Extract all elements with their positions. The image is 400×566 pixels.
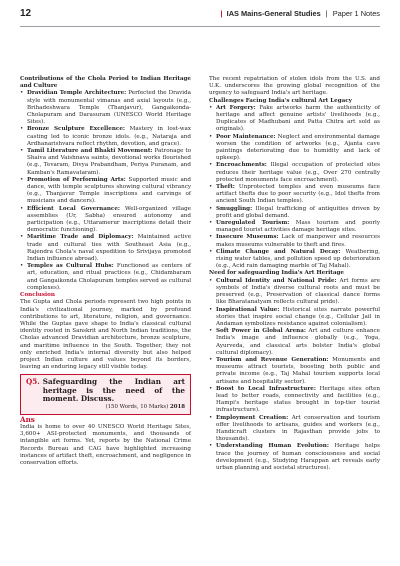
item-term: Employment Creation:: [216, 414, 289, 421]
item-text: Neglect and environmental damage worsen the condition of artworks (e.g., Ajanta cave paintings deteriorating due to humidity and lack of upkeep).: [216, 133, 380, 162]
item-term: Tamil Literature and Bhakti Movement:: [27, 148, 153, 155]
conclusion-text: The Gupta and Chola periods represent two high points in India's civilizational journey, marked by profound contributions to art, literature, religion, and governance. While the Guptas gave shape to India's classical cultural identity rooted in Sanskrit and North Indian traditions, the Cholas advanced Dravidian architecture, bronze sculpture, and maritime influence in the South. Together, they not only enriched India's internal diversity but also helped project Indian culture and values beyond its borders, leaving an enduring legacy still visible today.: [20, 299, 191, 371]
item-term: Art Forgery:: [216, 104, 256, 111]
item-text: Patronage to Shaiva and Vaishnava saints, devotional works flourished (e.g., Tevaram, Divya Prabandham, Periya Puranam, and Kamban's Ramavataram).: [27, 148, 192, 176]
item-term: Smuggling:: [216, 205, 253, 212]
item-text: Weathering, rising water tables, and pollution speed up deterioration (e.g., Acid rain damaging marble of Taj Mahal).: [216, 248, 380, 270]
list-item: [27, 263, 191, 292]
item-term: Bronze Sculpture Excellence:: [27, 126, 125, 133]
item-text: Well-organized village assemblies (Ur, Sabha) ensured autonomy and participation (e.g., Uttaramerur inscriptions detail their democratic functioning).: [27, 205, 191, 234]
item-text: Illegal occupation of protected sites reduces their heritage value (e.g., Over 270 centrally protected monuments face encroachment).: [216, 162, 380, 183]
item-text: Heritage helps trace the journey of human consciousness and social development (e.g., Studying Harappan art reveals early urban planning and societal structures).: [216, 443, 381, 471]
item-term: Promotion of Performing Arts:: [27, 176, 126, 183]
left-column: [20, 76, 191, 467]
list-item: [27, 234, 191, 263]
title-separator: |: [220, 9, 223, 18]
item-term: Cultural Identity and National Pride:: [216, 277, 337, 284]
challenges-list: [209, 105, 380, 271]
list-item: [27, 126, 191, 148]
title-divider: |: [325, 9, 328, 18]
chola-heading: Contributions of the Chola Period to Indian Heritage and Culture: [20, 76, 191, 90]
item-text: Mastery in lost-wax casting led to iconic bronze idols. (e.g., Nataraja and Ardhanarishvara reflect rhythm, devotion, and grace).: [27, 126, 191, 147]
item-text: Historical sites narrate powerful stories that inspire social change (e.g., Cellular Jail in Andaman symbolizes resistance against colonialism).: [216, 306, 380, 327]
right-column: [209, 76, 380, 472]
answer-text: India is home to over 40 UNESCO World Heritage Sites, 3,600+ ASI-protected monuments, and thousands of intangible art forms. Yet, reports by the National Crime Records Bureau and CAG have highlighted increasing instances of artifact theft, encroachment, and negligence in conservation efforts.: [20, 423, 191, 466]
item-text: Illegal trafficking of antiquities driven by profit and global demand.: [216, 205, 380, 219]
item-text: Functioned as centers of art, education, and ritual practices (e.g., Chidambaram and Gangaikonda Cholapuram temples served as cultural complexes).: [27, 263, 192, 291]
item-term: Unregulated Tourism:: [216, 220, 290, 227]
item-term: Understanding Human Evolution:: [216, 443, 329, 450]
item-term: Encroachments:: [216, 162, 267, 169]
list-item: [27, 148, 191, 177]
list-item: [216, 184, 380, 206]
item-term: Inspirational Value:: [216, 306, 280, 313]
item-term: Temples as Cultural Hubs:: [27, 263, 114, 270]
list-item: [216, 307, 380, 329]
item-text: Art forms are symbols of India's diverse cultural roots and must be preserved (e.g., Preservation of classical dance forms like Bharatanatyam reflects cultural pride).: [216, 277, 380, 306]
need-heading: Need for safeguarding India's Art Heritage: [209, 270, 344, 277]
list-item: [216, 234, 380, 248]
running-title: [221, 9, 381, 18]
item-term: Theft:: [216, 184, 235, 191]
list-item: [216, 162, 380, 184]
challenges-heading: Challenges Facing India's cultural Art Legacy: [209, 97, 352, 104]
item-term: Tourism and Revenue Generation:: [216, 356, 329, 363]
header-rule: [20, 26, 380, 27]
title-sub: Paper 1 Notes: [332, 9, 380, 18]
item-text: Lack of manpower and resources makes museums vulnerable to theft and fires.: [216, 234, 380, 248]
list-item: [216, 105, 380, 134]
item-text: Unprotected temples and even museums face artifact thefts due to poor security (e.g., Idol thefts from ancient South Indian temples).: [216, 184, 380, 205]
item-term: Poor Maintenance:: [216, 133, 276, 140]
list-item: [216, 328, 380, 357]
item-text: Supported music and dance, with temple sculptures showing cultural vibrancy (e.g., Thanjavur Temple inscriptions and carvings of musicians and dancers).: [27, 176, 191, 205]
conclusion-label: Conclusion: [20, 292, 55, 299]
list-item: [27, 177, 191, 206]
title-main: IAS Mains-General Studies: [226, 9, 321, 18]
page-number: 12: [20, 8, 32, 19]
question-meta: [26, 404, 185, 411]
list-item: [216, 134, 380, 163]
item-text: Monuments and museums attract tourists, boosting both public and private income (e.g., Taj Mahal tourism supports local artisans and hospitality sector).: [216, 356, 381, 385]
list-item: [216, 249, 380, 271]
item-term: Soft Power in Global Arena:: [216, 328, 306, 335]
list-item: [216, 386, 380, 415]
item-term: Insecure Museums:: [216, 234, 279, 241]
item-text: Maintained active trade and cultural ties with Southeast Asia (e.g., Rajendra Chola's naval expedition to Srivijaya promoted Indian influence abroad).: [27, 234, 191, 263]
answer-label: Ans: [20, 414, 35, 424]
item-term: Efficient Local Governance:: [27, 205, 120, 212]
chola-list: [20, 90, 191, 292]
question-number: Q5.: [26, 377, 40, 387]
page-header: [20, 8, 380, 22]
item-term: Climate Change and Natural Decay:: [216, 248, 341, 255]
question-year: 2018: [169, 403, 185, 410]
list-item: [216, 357, 380, 386]
question-box: [20, 374, 191, 415]
list-item: [216, 278, 380, 307]
item-text: Fake artworks harm the authenticity of heritage and affect genuine artists' livelihoods (e.g., Duplicates of Madhubani and Patta Chitra art sold as originals).: [216, 104, 380, 133]
item-term: Boost to Local Infrastructure:: [216, 385, 316, 392]
list-item: [216, 443, 380, 472]
question-text: Safeguarding the Indian art heritage is the need of the moment. Discuss.: [42, 377, 185, 403]
list-item: [216, 220, 380, 234]
item-term: Dravidian Temple Architecture:: [27, 90, 127, 97]
list-item: [216, 206, 380, 220]
item-text: Heritage sites often lead to better roads, connectivity and facilities (e.g., Hampi's heritage status brought in top-tier tourist infrastructure).: [216, 385, 380, 414]
item-text: Art conservation and tourism offer livelihoods to artisans, guides and workers (e.g., Handicraft clusters in Rajasthan provide jobs to thousands).: [216, 414, 381, 443]
intro-text: The recent repatriation of stolen idols from the U.S. and U.K. underscores the growing global recognition of the urgency to safeguard India's art heritage.: [209, 76, 380, 97]
list-item: [216, 415, 380, 444]
item-text: Perfected the Dravida style with monumental vimanas and axial layouts (e.g., Brihadeshwara Temple (Thanjavur), Gangaikonda-Cholapuram and Darasuram (UNESCO World Heritage Sites).: [27, 90, 191, 126]
list-item: [27, 206, 191, 235]
question-marks: (150 Words, 10 Marks): [105, 403, 169, 410]
item-text: Mass tourism and poorly managed tourist activities damage heritage sites.: [216, 220, 381, 234]
need-list: [209, 278, 380, 472]
item-term: Maritime Trade and Diplomacy:: [27, 234, 134, 241]
item-text: Art and culture enhance India's image and influence globally (e.g., Yoga, Ayurveda, and classical arts bolster India's global cultural diplomacy).: [216, 328, 380, 356]
list-item: [27, 90, 191, 126]
